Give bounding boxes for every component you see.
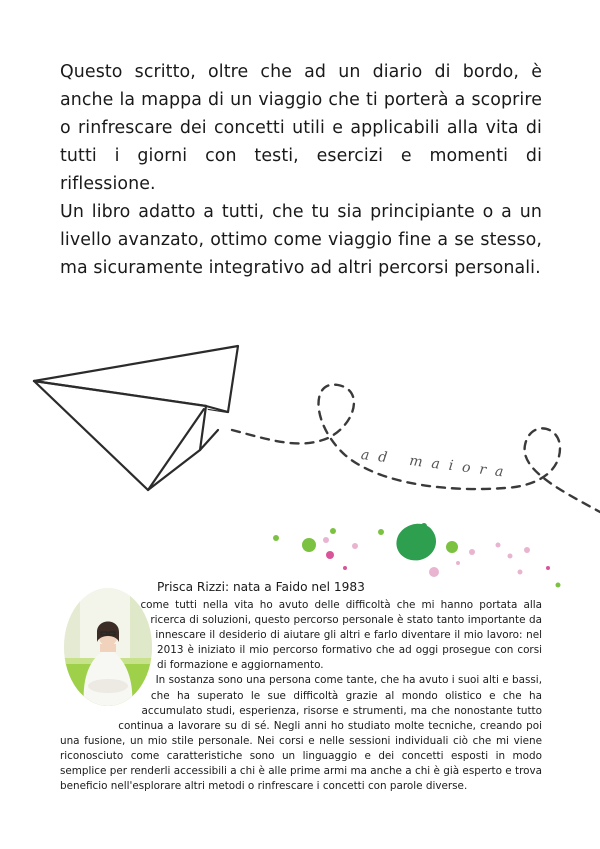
intro-text <box>60 58 542 282</box>
bio-paragraph-2: In sostanza sono una persona come tante, che ha avuto i suoi alti e bassi, che ha superato le sue difficoltà grazie al mondo olistico e che ha accumulato studi, esperienza, risorse e strumenti, ma che nonostante tutto continua a lavorare su di sé. Negli anni ho studiato molte tecniche, creando poi una fusione, un mio stile personale. Nei corsi e nelle sessioni individuali ciò che mi viene riconosciuto come caratteristiche sono un linguaggio e dei concetti esposti in modo semplice per renderli accessibili a chi è alle prime armi ma anche a chi è già esperto e trova beneficio nell'esplorare altri metodi o rinfrescare i concetti con parole diverse. <box>60 674 542 793</box>
paper-plane-icon <box>34 346 238 490</box>
ad-maiora-caption: ad maiora <box>360 447 514 482</box>
intro-paragraph-1: Questo scritto, oltre che ad un diario di bordo, è anche la mappa di un viaggio che ti porterà a scoprire o rinfrescare dei concetti utili e applicabili alla vita di tutti i giorni con testi, esercizi e momenti di riflessione. <box>60 62 542 194</box>
bio-title: Prisca Rizzi: nata a Faido nel 1983 <box>157 580 365 594</box>
bio-text <box>60 598 542 794</box>
flight-path <box>232 385 600 512</box>
paint-splatter <box>273 523 561 588</box>
intro-paragraph-2: Un libro adatto a tutti, che tu sia principiante o a un livello avanzato, ottimo come viaggio fine a se stesso, ma sicuramente integrativo ad altri percorsi personali. <box>60 202 542 278</box>
bio-paragraph-1: come tutti nella vita ho avuto delle difficoltà che mi hanno portata alla ricerca di soluzioni, questo percorso personale è stato tanto importante da innescare il desiderio di aiutare gli altri e farlo diventare il mio lavoro: nel 2013 è iniziato il mio percorso formativo che ad oggi prosegue con corsi di formazione e aggiornamento. <box>140 599 542 672</box>
